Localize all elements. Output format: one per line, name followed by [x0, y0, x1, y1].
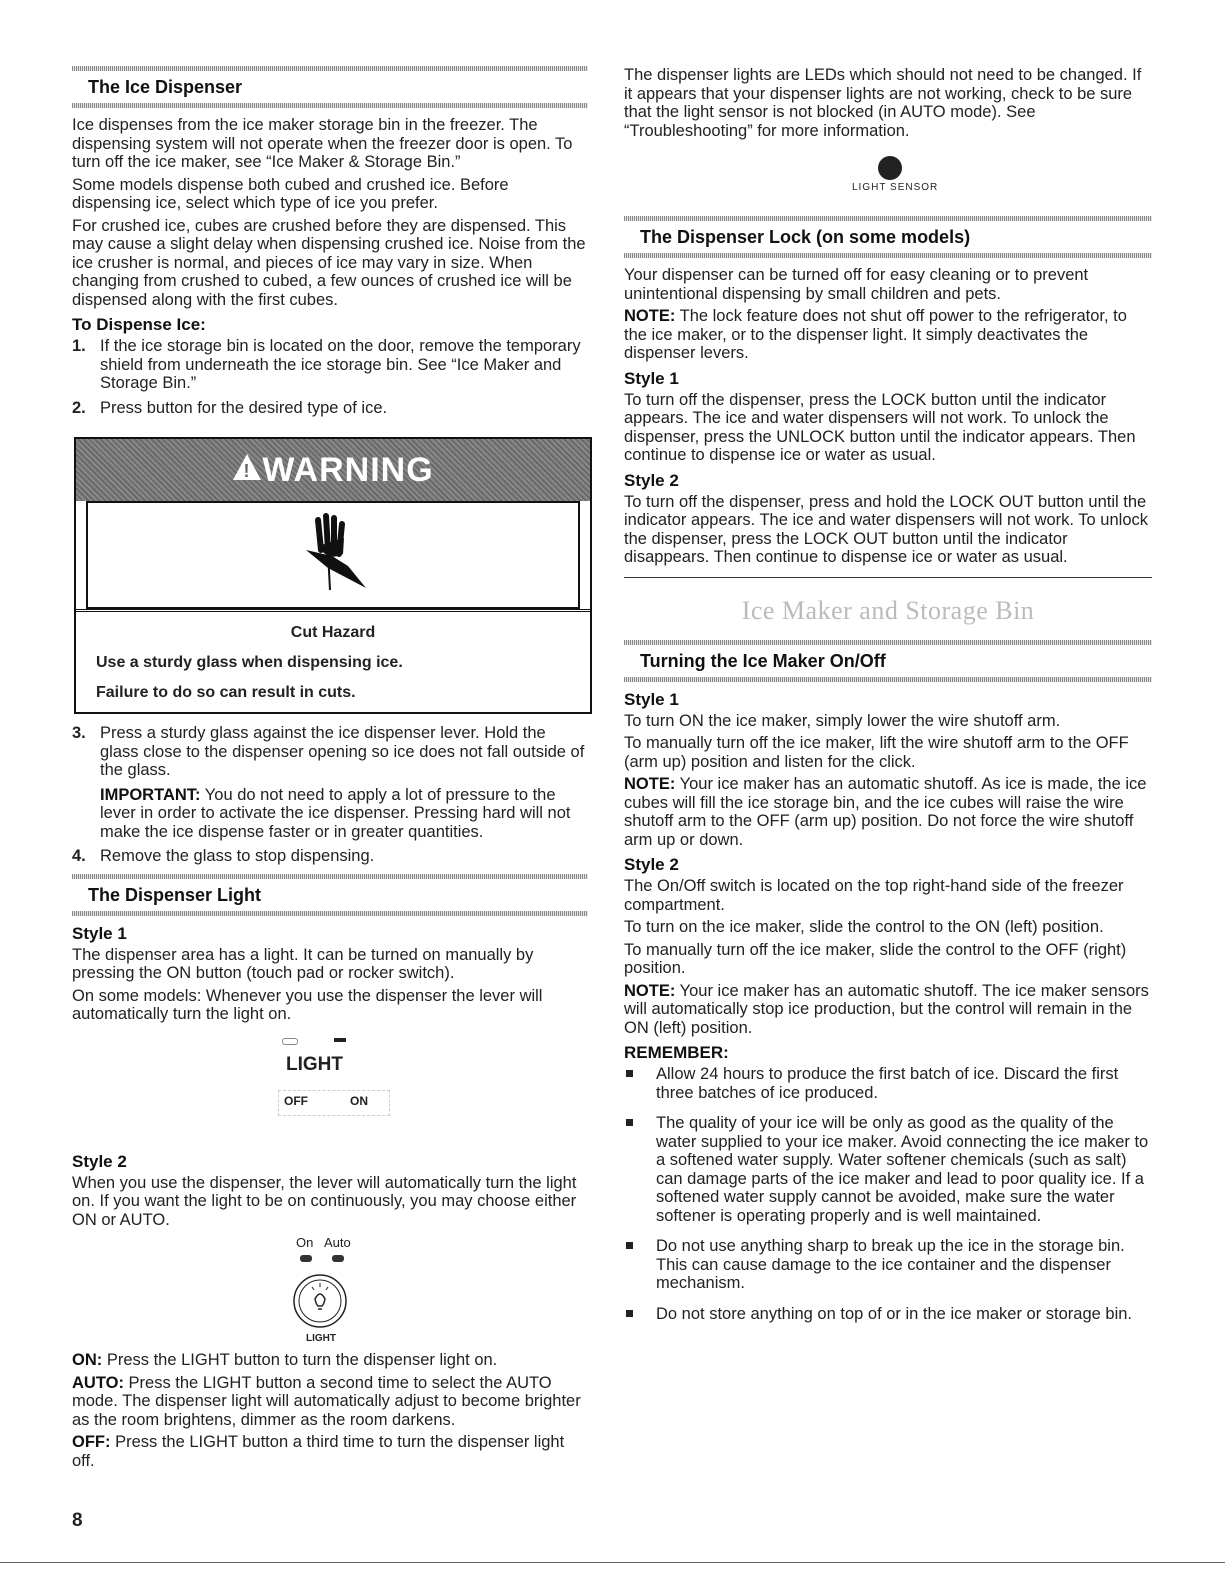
section-turning-ice-maker [624, 640, 1152, 682]
divider [624, 577, 1152, 578]
remember-heading: REMEMBER: [624, 1043, 729, 1062]
list-item: 1. If the ice storage bin is located on the door, remove the temporary shield from underneath the ice storage bin. See “Ice Maker and Storage Bin.” [72, 337, 581, 392]
section-title: The Ice Dispenser [88, 77, 243, 97]
off-paragraph: OFF: Press the LIGHT button a third time to turn the dispenser light off. [72, 1433, 565, 1470]
section-title: The Dispenser Light [88, 884, 262, 905]
section-rule [72, 103, 588, 108]
section-rule [72, 911, 588, 916]
section-rule [624, 216, 1152, 221]
auto-indicator-icon [332, 1255, 344, 1262]
warning-header [76, 439, 590, 501]
section-rule [72, 874, 588, 879]
auto-paragraph: AUTO: Press the LIGHT button a second time to select the AUTO mode. The dispenser light will automatically adjust to become brighter as the room brightens, dimmer as the room darkens. [72, 1373, 581, 1429]
warning-triangle-icon [232, 451, 262, 490]
paragraph: To turn on the ice maker, slide the control to the ON (left) position. [624, 918, 1104, 936]
style-heading: Style 2 [72, 1151, 127, 1171]
bullet-icon [626, 1242, 633, 1249]
warning-body [76, 609, 590, 712]
light-sensor-figure [624, 144, 1152, 202]
light-switch-figure [72, 1028, 588, 1146]
paragraph: On some models: Whenever you use the dispenser the lever will automatically turn the light on. [72, 986, 543, 1023]
style-heading: Style 1 [624, 368, 679, 388]
paragraph: To turn off the dispenser, press the LOCK button until the indicator appears. The ice and water dispensers will not work. To unlock the dispenser, press the UNLOCK button until the indicator appears. Then continue to dispense ice or water as usual. [624, 390, 1136, 464]
section-rule [624, 253, 1152, 258]
steps-list-continued [72, 724, 588, 866]
section-dispenser-lock [624, 216, 1152, 258]
light-label: LIGHT [306, 1333, 336, 1344]
bullet-icon [626, 1310, 633, 1317]
section-title: Turning the Ice Maker On/Off [640, 650, 886, 671]
svg-text:!: ! [243, 460, 251, 481]
note-paragraph: NOTE: The lock feature does not shut off power to the refrigerator, to the ice maker, or to the dispenser light. It simply deactivates the dispenser levers. [624, 307, 1127, 362]
paragraph: To manually turn off the ice maker, lift the wire shutoff arm to the OFF (arm up) position and listen for the click. [624, 734, 1129, 771]
on-paragraph: ON: Press the LIGHT button to turn the dispenser light on. [72, 1351, 498, 1369]
right-column [624, 66, 1152, 1335]
page-number: 8 [72, 1510, 83, 1531]
warning-box [74, 437, 592, 714]
lightbulb-icon [292, 1273, 348, 1334]
paragraph: Your dispenser can be turned off for easy cleaning or to prevent unintentional dispensing by small children and pets. [624, 266, 1089, 303]
section-rule [624, 640, 1152, 645]
note-paragraph: NOTE: Your ice maker has an automatic shutoff. The ice maker sensors will automatically stop ice production, but the control will remain in the ON (left) position. [624, 981, 1149, 1037]
list-item: Do not store anything on top of or in the ice maker or storage bin. [624, 1305, 1152, 1324]
section-dispenser-light [72, 874, 588, 916]
paragraph: For crushed ice, cubes are crushed before they are dispensed. This may cause a slight delay when dispensing crushed ice. Noise from the ice crusher is normal, and pieces of ice may vary in size. When changing from crushed to cubed, a few ounces of crushed ice will be dispensed along with the first cubes. [72, 216, 586, 309]
warning-heading: WARNING [262, 450, 434, 489]
list-item: Allow 24 hours to produce the first batch of ice. Discard the first three batches of ice produced. [624, 1065, 1152, 1102]
list-item: 4. Remove the glass to stop dispensing. [72, 847, 375, 865]
on-indicator-icon [334, 1038, 346, 1042]
list-item: The quality of your ice will be only as good as the quality of the water supplied to your ice maker. Avoid connecting the ice maker to a softened water supply. Water softener chemicals (such as salt) can damage parts of the ice maker and lead to poor quality ice. If a softened water supply cannot be avoided, make sure the water softener is operating properly and is well maintained. [624, 1114, 1152, 1225]
off-indicator-icon [282, 1038, 298, 1045]
paragraph: The dispenser area has a light. It can be turned on manually by pressing the ON button (touch pad or rocker switch). [72, 945, 534, 982]
on-label: On [296, 1235, 314, 1250]
light-sensor-label: LIGHT SENSOR [852, 182, 939, 193]
paragraph: To turn ON the ice maker, simply lower the wire shutoff arm. [624, 711, 1061, 730]
on-indicator-icon [300, 1255, 312, 1262]
light-sensor-icon [878, 156, 902, 180]
list-item: Do not use anything sharp to break up the ice in the storage bin. This can cause damage to the ice container and the dispenser mechanism. [624, 1237, 1152, 1293]
style-heading: Style 1 [72, 923, 127, 943]
hazard-title: Cut Hazard [290, 624, 376, 641]
auto-label: Auto [324, 1235, 351, 1250]
on-label: ON [350, 1093, 368, 1108]
bottom-rule [0, 1562, 1225, 1563]
light-label: LIGHT [286, 1053, 343, 1075]
section-rule [624, 677, 1152, 682]
light-button-figure [72, 1233, 588, 1351]
paragraph: To manually turn off the ice maker, slide the control to the OFF (right) position. [624, 940, 1127, 977]
style-heading: Style 2 [624, 855, 679, 874]
paragraph: To turn off the dispenser, press and hold the LOCK OUT button until the indicator appears. The ice and water dispensers will not work. To unlock the dispenser, press the LOCK OUT button until the indicator disappears. Then continue to dispense ice or water as usual. [624, 492, 1148, 566]
list-item: 3. Press a sturdy glass against the ice dispenser lever. Hold the glass close to the dispenser opening so ice does not fall outside of the glass. IMPORTANT: You do not need to apply a lot of pressure to the lever in order to activate the ice dispenser. Pressing hard will not make the ice dispense faster or in greater quantities. [72, 724, 588, 841]
warning-line: Use a sturdy glass when dispensing ice. [96, 654, 403, 671]
style-heading: Style 1 [624, 689, 679, 709]
section-title: The Dispenser Lock (on some models) [640, 227, 971, 247]
paragraph: The dispenser lights are LEDs which should not need to be changed. If it appears that your dispenser lights are not working, check to be sure that the light sensor is not blocked (in AUTO mode). See “Troubleshooting” for more information. [624, 66, 1142, 140]
note-paragraph: NOTE: Your ice maker has an automatic shutoff. As ice is made, the ice cubes will fill the ice storage bin, and the ice cubes will raise the wire shutoff arm to the OFF (arm up) position. Do not force the wire shutoff arm up or down. [624, 775, 1147, 849]
remember-list [624, 1065, 1152, 1323]
steps-list [72, 337, 588, 417]
paragraph: The On/Off switch is located on the top right-hand side of the freezer compartment. [624, 877, 1124, 914]
chapter-title: Ice Maker and Storage Bin [741, 595, 1035, 625]
list-item: 2. Press button for the desired type of ice. [72, 398, 388, 417]
subheading: To Dispense Ice: [72, 315, 206, 334]
warning-line: Failure to do so can result in cuts. [96, 684, 356, 701]
bullet-icon [626, 1070, 633, 1077]
cut-hazard-icon [86, 501, 580, 609]
paragraph: Ice dispenses from the ice maker storage bin in the freezer. The dispensing system will not operate when the freezer door is open. To turn off the ice maker, see “Ice Maker & Storage Bin.” [72, 116, 573, 171]
off-label: OFF [284, 1093, 308, 1108]
style-heading: Style 2 [624, 470, 679, 490]
section-ice-dispenser [72, 66, 588, 108]
important-note: IMPORTANT: You do not need to apply a lot of pressure to the lever in order to activate the ice dispenser. Pressing hard will not make the ice dispense faster or in greater quantities. [100, 785, 571, 841]
paragraph: Some models dispense both cubed and crushed ice. Before dispensing ice, select which type of ice you prefer. [72, 175, 509, 212]
section-rule [72, 66, 588, 71]
bullet-icon [626, 1119, 633, 1126]
paragraph: When you use the dispenser, the lever will automatically turn the light on. If you want the light to be on continuously, you may choose either ON or AUTO. [72, 1173, 577, 1229]
left-column [72, 62, 588, 1474]
